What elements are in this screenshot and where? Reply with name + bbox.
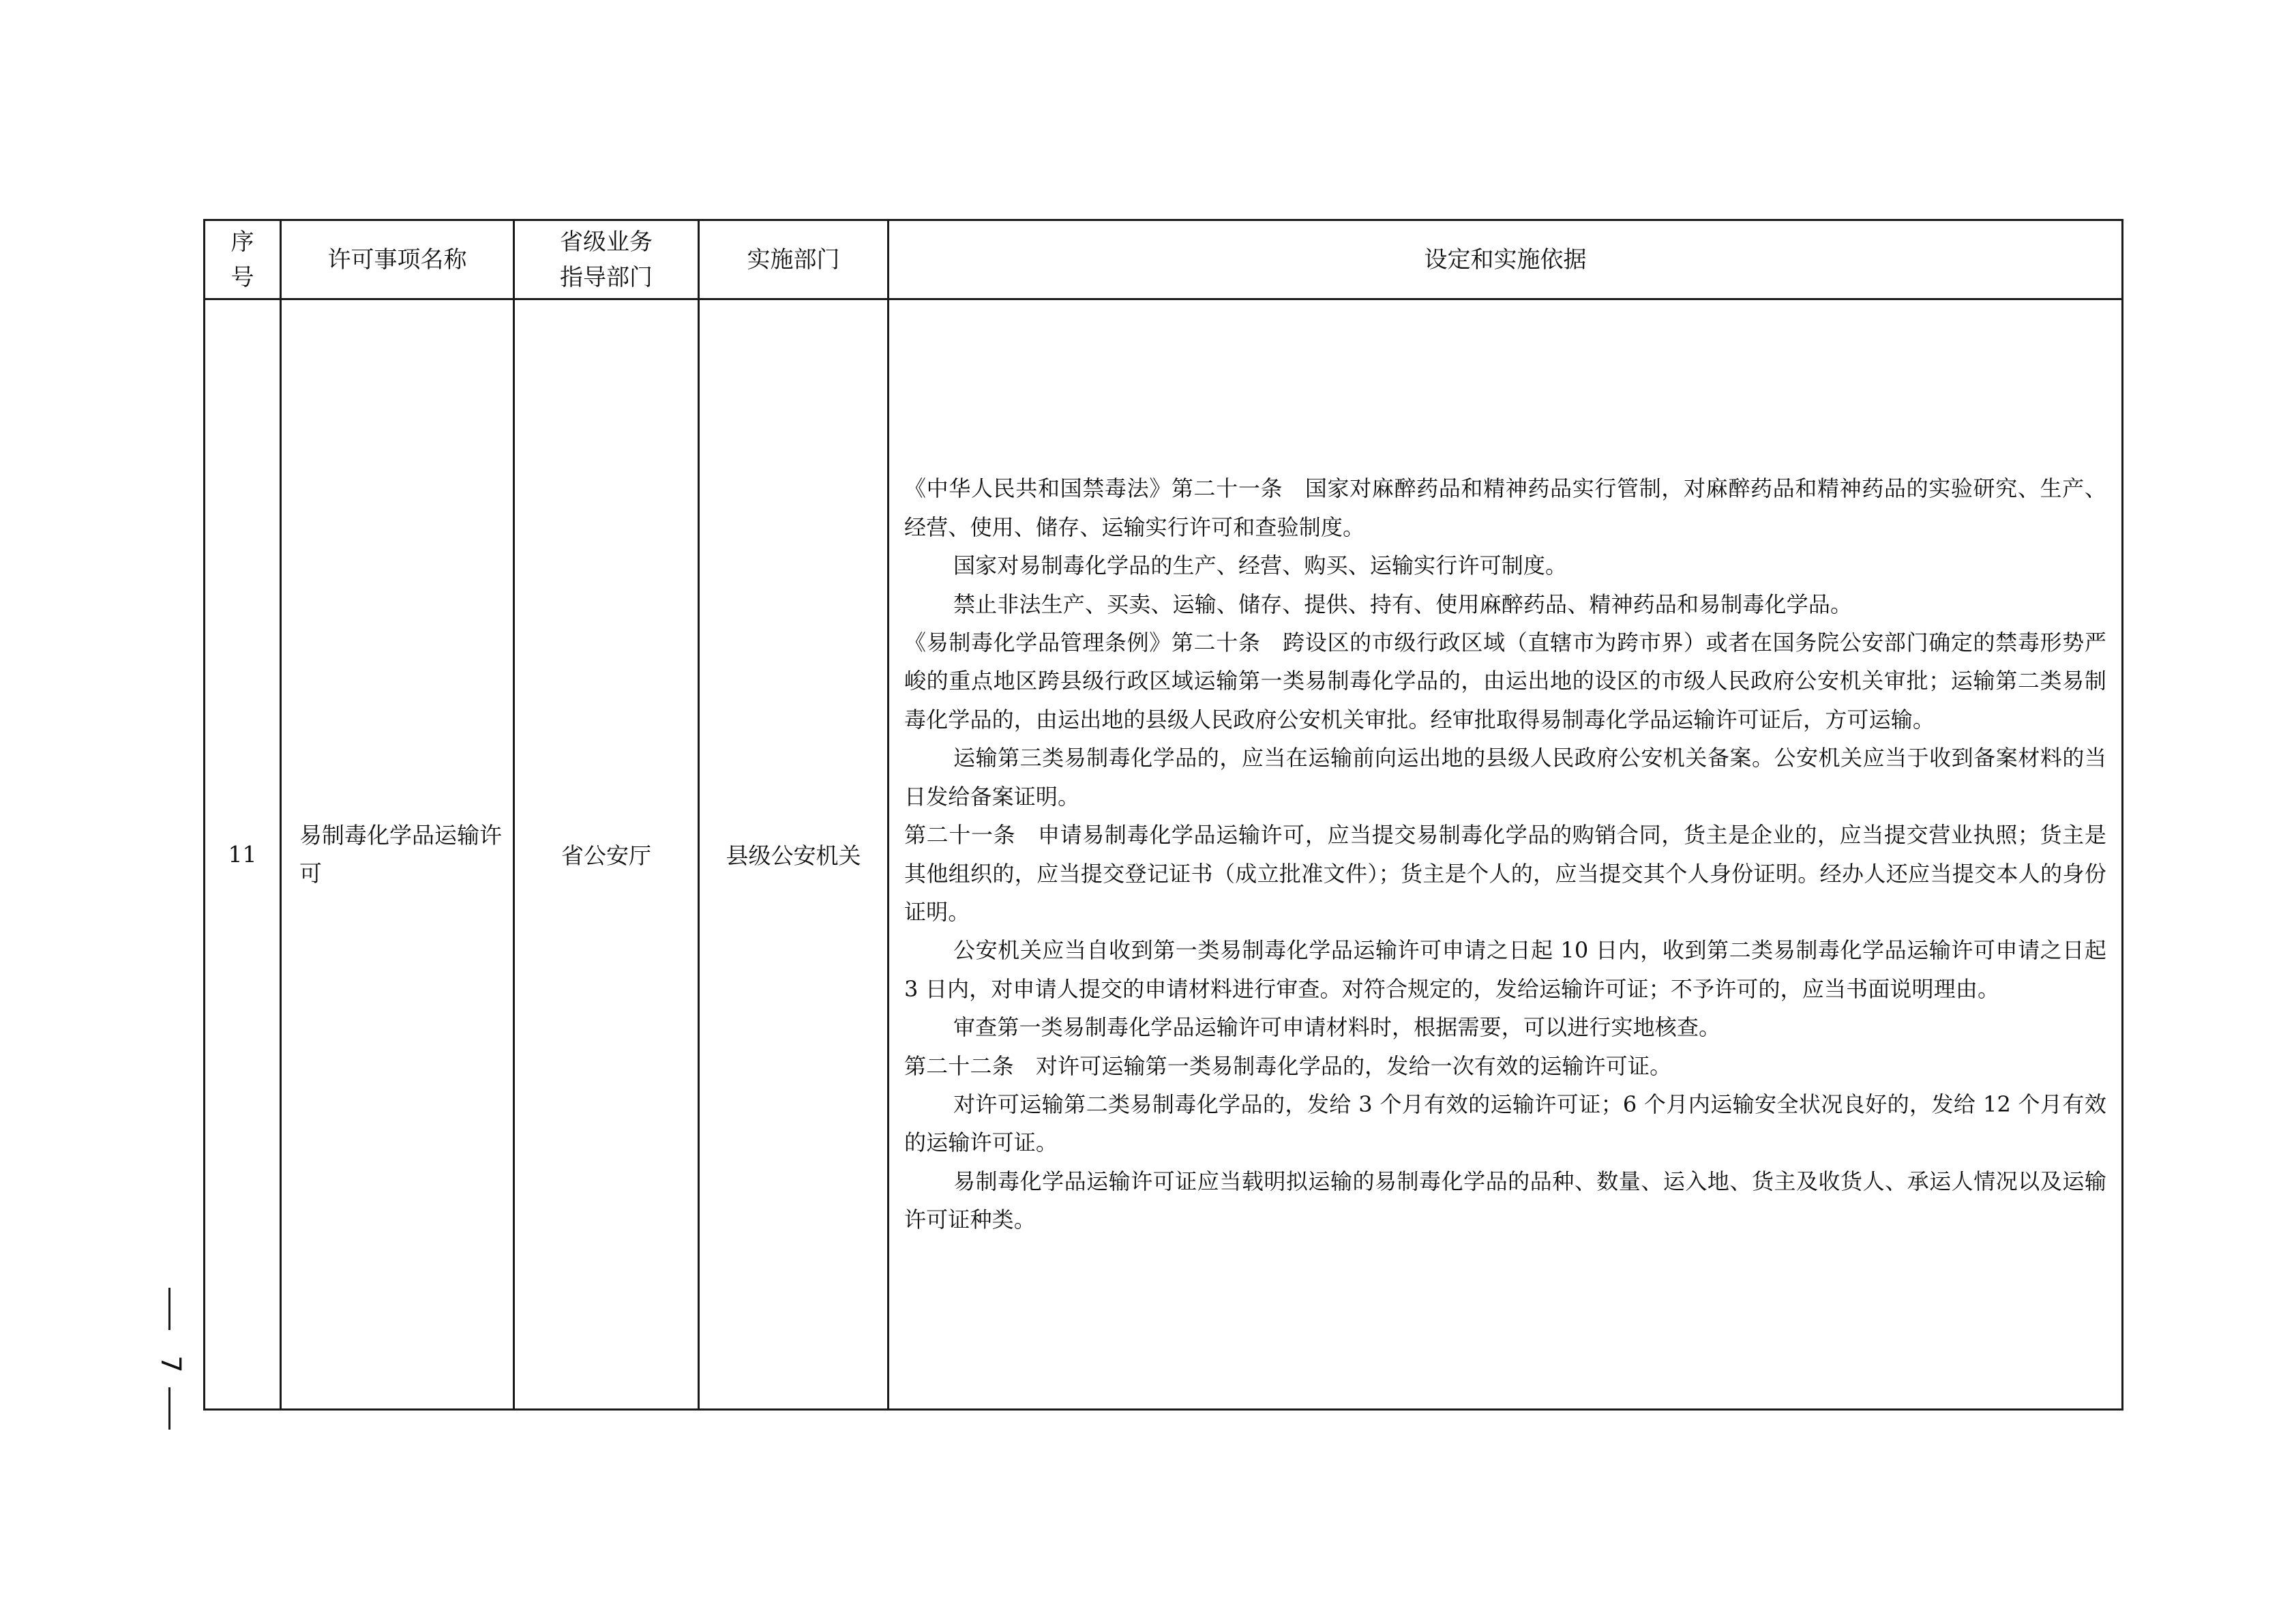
header-impl-dept: 实施部门 xyxy=(699,220,889,299)
page-number: 7 xyxy=(155,1355,186,1373)
cell-item-name: 易制毒化学品运输许可 xyxy=(281,299,514,1410)
basis-paragraph: 《中华人民共和国禁毒法》第二十一条 国家对麻醉药品和精神药品实行管制，对麻醉药品和精神药品的实验研究、生产、经营、使用、储存、运输实行许可和查验制度。 xyxy=(904,475,2106,540)
permit-table xyxy=(203,219,2123,1411)
basis-paragraph: 《易制毒化学品管理条例》第二十条 跨设区的市级行政区域（直辖市为跨市界）或者在国务院公安部门确定的禁毒形势严峻的重点地区跨县级行政区域运输第一类易制毒化学品的，由运出地的设区的市级人民政府公安机关审批；运输第二类易制毒化学品的，由运出地的县级人民政府公安机关审批。经审批取得易制毒化学品运输许可证后，方可运输。 xyxy=(904,630,2106,733)
cell-guide-dept: 省公安厅 xyxy=(514,299,699,1410)
basis-paragraph: 运输第三类易制毒化学品的，应当在运输前向运出地的县级人民政府公安机关备案。公安机关应当于收到备案材料的当日发给备案证明。 xyxy=(904,745,2106,810)
page-number-dash-bottom xyxy=(168,1387,170,1430)
basis-paragraph: 第二十一条 申请易制毒化学品运输许可，应当提交易制毒化学品的购销合同，货主是企业的，应当提交营业执照；货主是其他组织的，应当提交登记证书（成立批准文件）；货主是个人的，应当提交其个人身份证明。经办人还应当提交本人的身份证明。 xyxy=(904,822,2106,925)
basis-paragraph: 国家对易制毒化学品的生产、经营、购买、运输实行许可制度。 xyxy=(953,552,1568,579)
cell-impl-dept: 县级公安机关 xyxy=(699,299,889,1410)
cell-seq: 11 xyxy=(205,299,281,1410)
table-header-row xyxy=(205,220,2123,299)
cell-basis xyxy=(889,299,2123,1410)
basis-paragraph: 禁止非法生产、买卖、运输、储存、提供、持有、使用麻醉药品、精神药品和易制毒化学品。 xyxy=(953,591,1853,617)
basis-paragraph: 公安机关应当自收到第一类易制毒化学品运输许可申请之日起 10 日内，收到第二类易制毒化学品运输许可申请之日起 3 日内，对申请人提交的申请材料进行审查。对符合规定的，发给运输许可证；不予许可的，应当书面说明理由。 xyxy=(904,937,2106,1002)
basis-paragraph: 易制毒化学品运输许可证应当载明拟运输的易制毒化学品的品种、数量、运入地、货主及收货人、承运人情况以及运输许可证种类。 xyxy=(904,1168,2106,1233)
header-basis: 设定和实施依据 xyxy=(889,220,2123,299)
header-seq: 序 号 xyxy=(205,220,281,299)
header-item-name: 许可事项名称 xyxy=(281,220,514,299)
table-row xyxy=(205,299,2123,1410)
basis-paragraph: 第二十二条 对许可运输第一类易制毒化学品的，发给一次有效的运输许可证。 xyxy=(904,1052,1672,1079)
basis-paragraph: 审查第一类易制毒化学品运输许可申请材料时，根据需要，可以进行实地核查。 xyxy=(953,1014,1721,1041)
header-guide-dept: 省级业务 指导部门 xyxy=(514,220,699,299)
page-number-dash-top xyxy=(168,1288,170,1330)
basis-paragraph: 对许可运输第二类易制毒化学品的，发给 3 个月有效的运输许可证；6 个月内运输安全状况良好的，发给 12 个月有效的运输许可证。 xyxy=(904,1091,2106,1156)
